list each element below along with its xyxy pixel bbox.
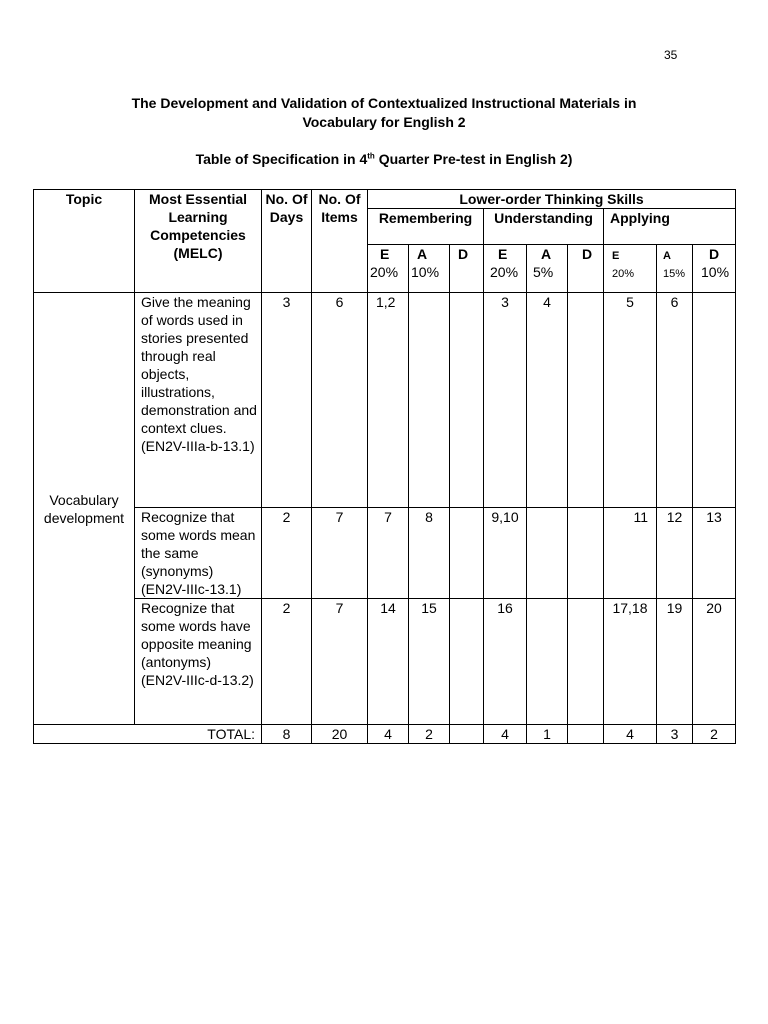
item-cell (450, 599, 484, 725)
item-cell: 5 (604, 293, 657, 508)
table-row (34, 599, 736, 725)
subheader-cell (604, 245, 657, 293)
item-cell: 15 (409, 599, 450, 725)
table-row (34, 508, 736, 599)
item-cell: 4 (527, 293, 568, 508)
caption-suffix: Quarter Pre-test in English 2) (374, 151, 573, 167)
subheader-letter: A (541, 246, 552, 262)
item-cell: 1,2 (368, 293, 409, 508)
item-cell: 17,18 (604, 599, 657, 725)
days-cell: 2 (262, 508, 312, 599)
subheader-percent: 20% (490, 264, 519, 280)
subheader-cell (657, 245, 693, 293)
item-cell: 14 (368, 599, 409, 725)
subheader-cell (527, 245, 568, 293)
item-cell: 11 (604, 508, 657, 599)
item-cell (409, 293, 450, 508)
total-cell (450, 725, 484, 744)
item-cell (568, 508, 604, 599)
item-cell: 8 (409, 508, 450, 599)
topic-cell: Vocabulary development (34, 293, 135, 725)
subheader-letter: D (458, 246, 469, 262)
subheader-letter: A (663, 250, 671, 262)
subheader-percent: 20% (612, 268, 635, 280)
total-cell: 2 (409, 725, 450, 744)
total-cell: 3 (657, 725, 693, 744)
subheader-cell (409, 245, 450, 293)
items-cell: 7 (312, 599, 368, 725)
total-cell: 2 (693, 725, 736, 744)
header-days: No. Of Days (262, 190, 312, 293)
title-line-2: Vocabulary for English 2 (302, 114, 466, 130)
table-caption (0, 151, 768, 167)
subheader-percent: 10% (701, 264, 730, 280)
title-line-1: The Development and Validation of Contextualized Instructional Materials in (131, 95, 637, 111)
subheader-cell (368, 245, 409, 293)
days-cell: 3 (262, 293, 312, 508)
total-items: 20 (312, 725, 368, 744)
melc-cell: Give the meaning of words used in stories presented through real objects, illustrations, demonstration and context clues. (EN2V-IIIa-b-13.1) (135, 293, 262, 508)
item-cell: 6 (657, 293, 693, 508)
header-topic: Topic (34, 190, 135, 293)
page-number: 35 (664, 48, 678, 62)
header-remembering: Remembering (368, 209, 484, 245)
item-cell (527, 508, 568, 599)
item-cell (568, 599, 604, 725)
item-cell: 9,10 (484, 508, 527, 599)
subheader-cell (484, 245, 527, 293)
item-cell: 19 (657, 599, 693, 725)
subheader-percent: 10% (411, 264, 440, 280)
subheader-cell (693, 245, 736, 293)
total-cell: 4 (604, 725, 657, 744)
header-lots: Lower-order Thinking Skills (368, 190, 736, 209)
item-cell: 3 (484, 293, 527, 508)
subheader-letter: D (709, 246, 720, 262)
item-cell (693, 293, 736, 508)
subheader-percent: 5% (533, 264, 554, 280)
item-cell (450, 293, 484, 508)
subheader-letter: A (417, 246, 428, 262)
item-cell (450, 508, 484, 599)
header-melc: Most Essential Learning Competencies (MELC) (135, 190, 262, 293)
subheader-cell (450, 245, 484, 293)
item-cell: 16 (484, 599, 527, 725)
total-cell: 4 (484, 725, 527, 744)
days-cell: 2 (262, 599, 312, 725)
total-label: TOTAL: (34, 725, 262, 744)
subheader-letter: E (612, 250, 620, 262)
header-items: No. Of Items (312, 190, 368, 293)
item-cell (568, 293, 604, 508)
header-understanding: Understanding (484, 209, 604, 245)
items-cell: 7 (312, 508, 368, 599)
total-days: 8 (262, 725, 312, 744)
header-applying: Applying (604, 209, 736, 245)
subheader-percent: 20% (370, 264, 399, 280)
total-cell: 4 (368, 725, 409, 744)
total-row (34, 725, 736, 744)
subheader-letter: E (498, 246, 508, 262)
item-cell (527, 599, 568, 725)
header-row-1 (34, 190, 736, 209)
caption-superscript: th (367, 151, 375, 161)
specification-table (33, 189, 736, 744)
item-cell: 7 (368, 508, 409, 599)
melc-cell: Recognize that some words have opposite meaning (antonyms) (EN2V-IIIc-d-13.2) (135, 599, 262, 725)
item-cell: 12 (657, 508, 693, 599)
subheader-letter: D (582, 246, 593, 262)
subheader-cell (568, 245, 604, 293)
subheader-letter: E (380, 246, 390, 262)
item-cell: 20 (693, 599, 736, 725)
document-title (0, 94, 768, 132)
caption-prefix: Table of Specification in 4 (195, 151, 368, 167)
table-row (34, 293, 736, 508)
total-cell: 1 (527, 725, 568, 744)
melc-cell: Recognize that some words mean the same (synonyms) (EN2V-IIIc-13.1) (135, 508, 262, 599)
total-cell (568, 725, 604, 744)
items-cell: 6 (312, 293, 368, 508)
subheader-percent: 15% (663, 268, 686, 280)
item-cell: 13 (693, 508, 736, 599)
